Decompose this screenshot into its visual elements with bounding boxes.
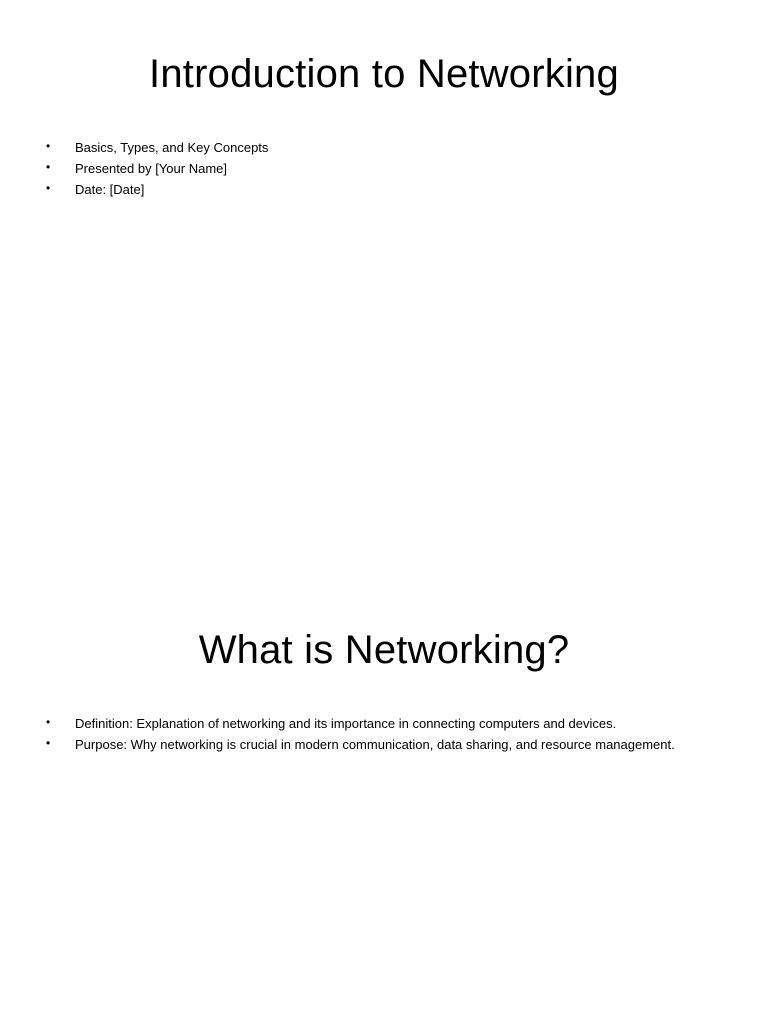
- bullet-text: Purpose: Why networking is crucial in modern communication, data sharing, and resource management.: [75, 737, 675, 752]
- bullet-dot-icon: •: [46, 139, 51, 153]
- bullet-item: [46, 713, 748, 734]
- bullet-item: [46, 734, 748, 755]
- slide-title: What is Networking?: [198, 628, 570, 672]
- slide-what-is-networking: [0, 576, 768, 1024]
- bullet-text: Basics, Types, and Key Concepts: [75, 140, 269, 155]
- bullet-dot-icon: •: [46, 736, 51, 750]
- bullet-list: [46, 137, 748, 200]
- bullet-text: Date: [Date]: [75, 182, 145, 197]
- bullet-dot-icon: •: [46, 160, 51, 174]
- bullet-item: [46, 137, 748, 158]
- bullet-dot-icon: •: [46, 715, 51, 729]
- bullet-text: Definition: Explanation of networking and its importance in connecting computers and devices.: [75, 716, 617, 731]
- slide-title: Introduction to Networking: [149, 52, 619, 96]
- bullet-text: Presented by [Your Name]: [75, 161, 227, 176]
- bullet-item: [46, 158, 748, 179]
- bullet-dot-icon: •: [46, 181, 51, 195]
- bullet-item: [46, 179, 748, 200]
- bullet-list: [46, 713, 748, 755]
